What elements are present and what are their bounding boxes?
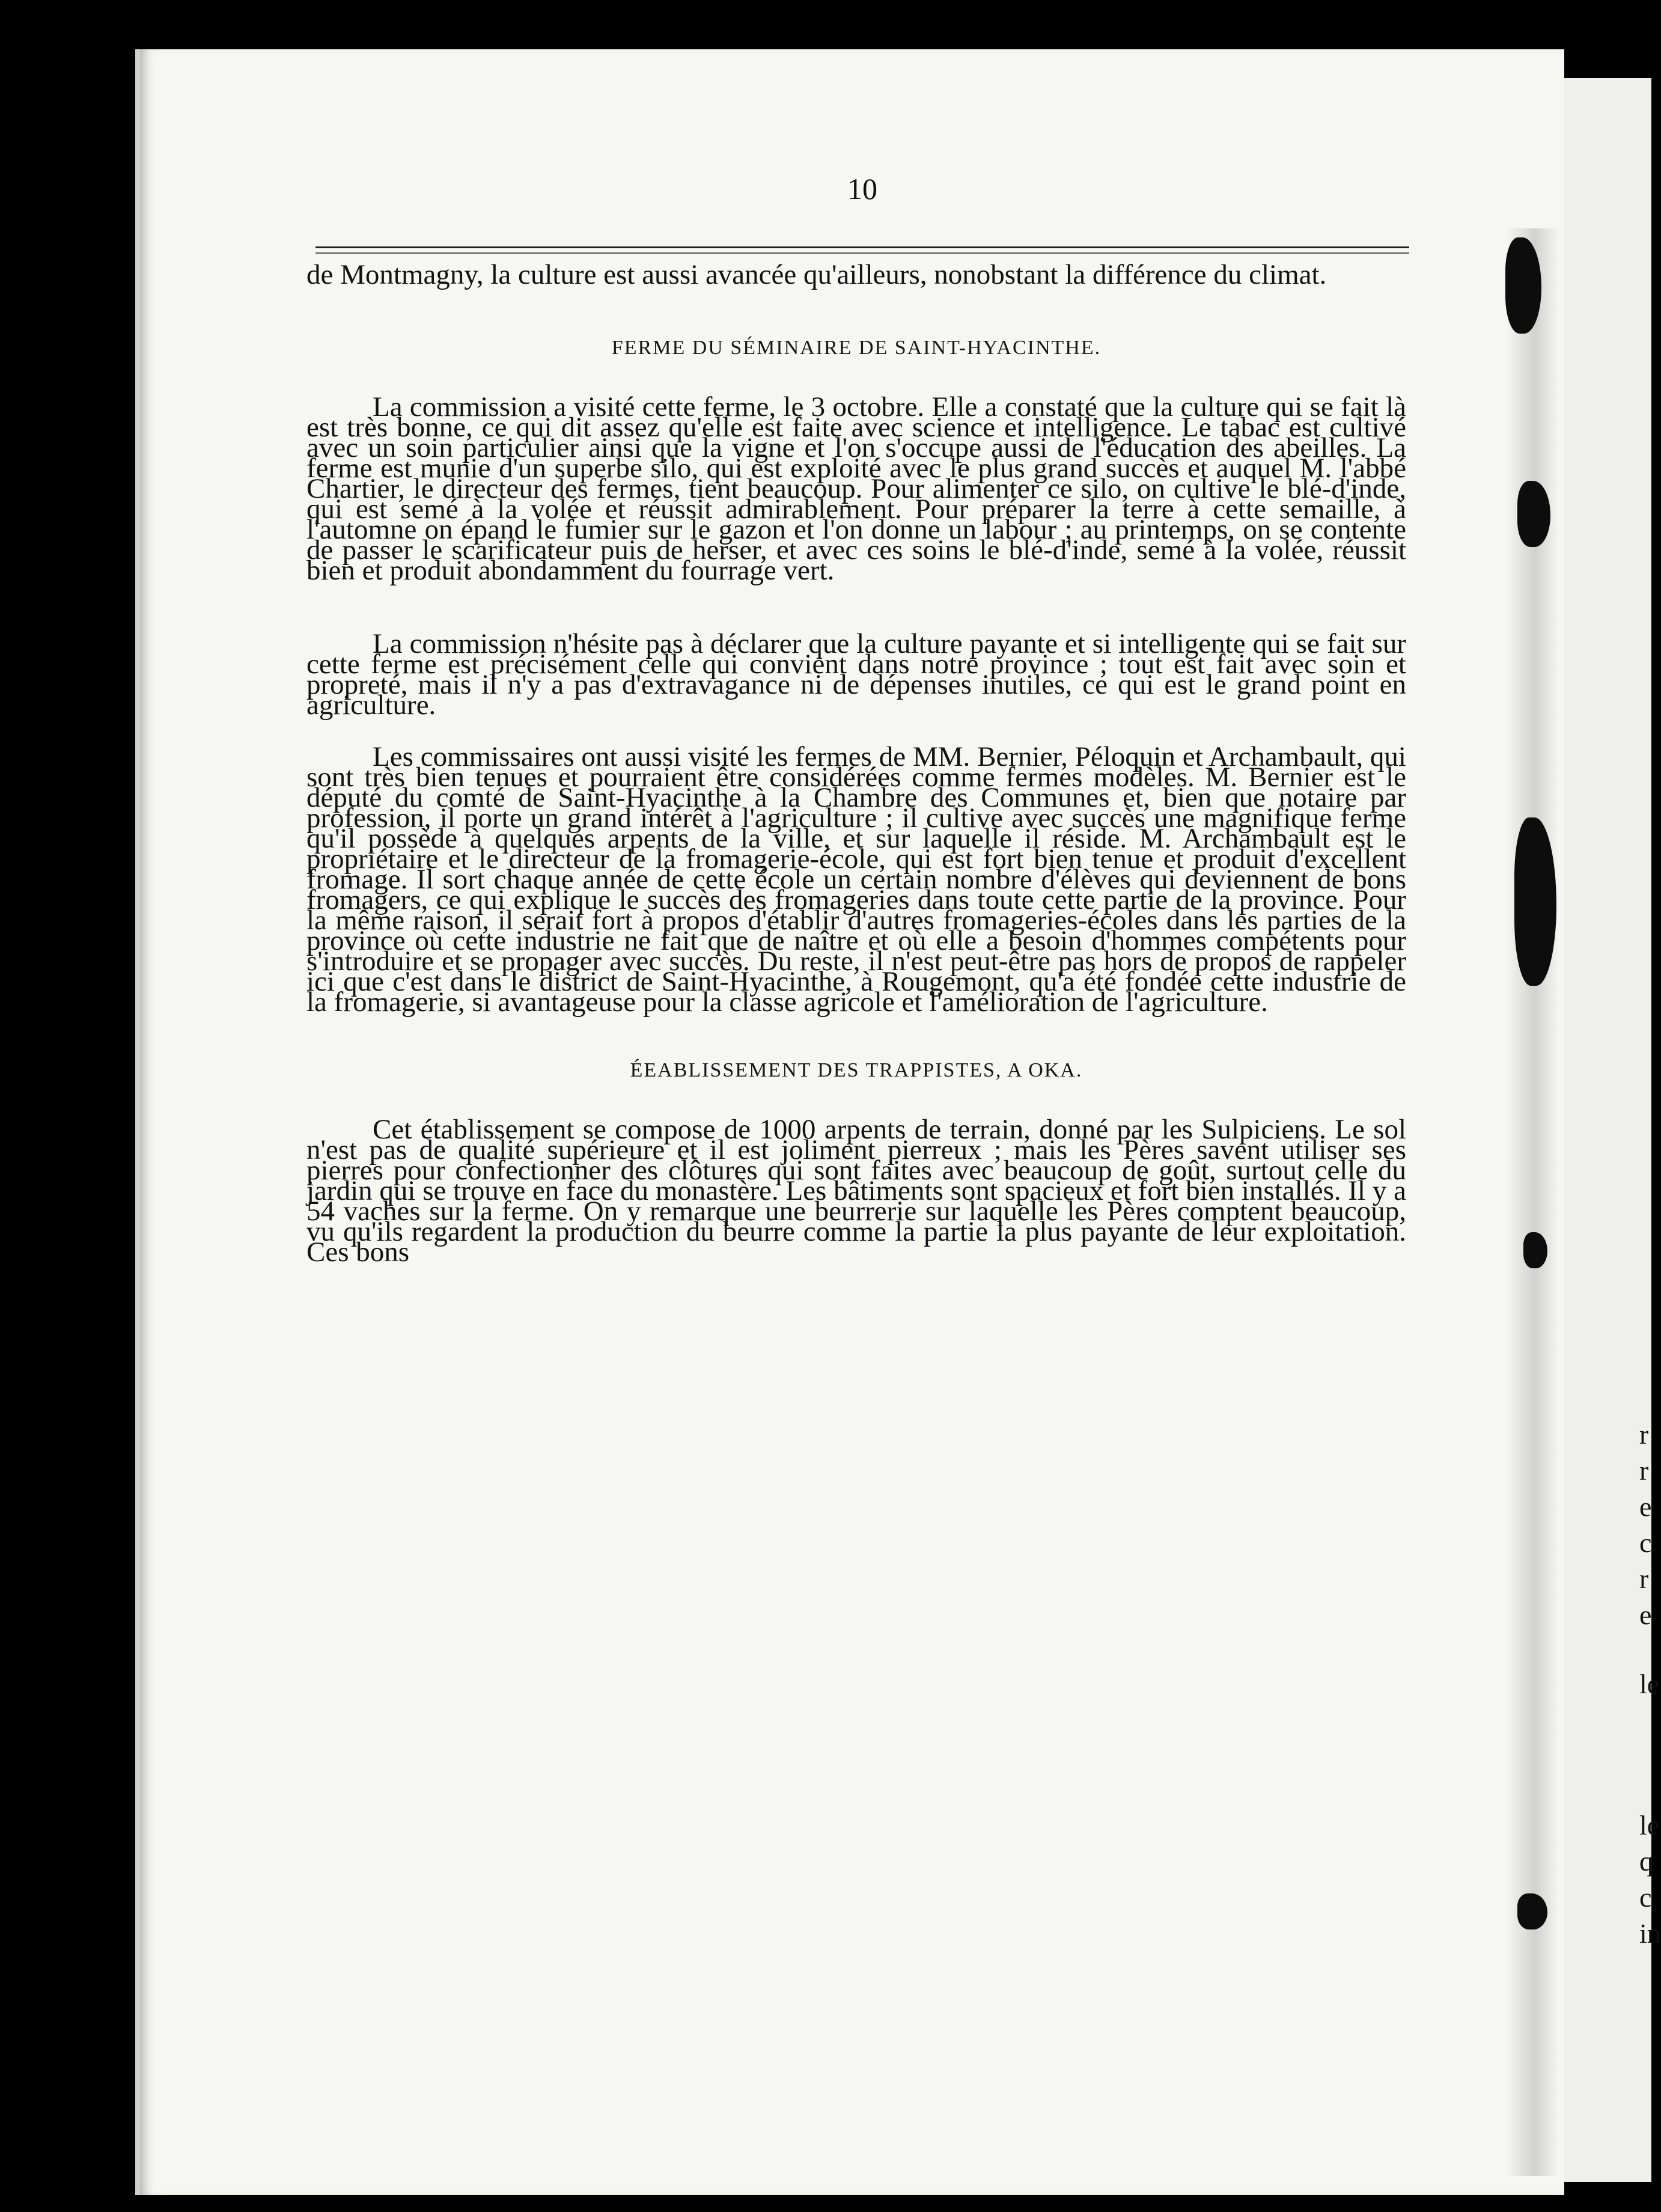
binding-stain: [1523, 1232, 1547, 1268]
header-rule-secondary: [315, 252, 1409, 254]
paragraph-intro: de Montmagny, la culture est aussi avancée qu'ailleurs, nonobstant la différence du climat.: [306, 259, 1327, 290]
facing-page-fragment: e: [1639, 1599, 1652, 1630]
paragraph-seminaire: La commission a visité cette ferme, le 3 octobre. Elle a constaté que la culture qui se fait là est très bonne, ce qui dit assez qu'elle est faite avec science et intelligence. Le tabac est cultivé avec un soin particulier ainsi que la vigne et l'on s'occupe aussi de l'éducation des abeilles. La ferme est munie d'un superbe silo, qui est exploité avec le plus grand succès et auquel M. l'abbé Chartier, le directeur des fermes, tient beaucoup. Pour alimenter ce silo, on cultive le blé-d'inde, qui est semé à la volée et réussit admirablement. Pour préparer la terre à cette semaille, à l'automne on épand le fumier sur le gazon et l'on donne un labour ; au printemps, on se contente de passer le scarificateur puis de herser, et avec ces soins le blé-d'inde, semé à la volée, réussit bien et produit abondamment du fourrage vert.: [306, 391, 1406, 586]
binding-stain: [1517, 481, 1550, 547]
section-title-trappistes: ÉEABLISSEMENT DES TRAPPISTES, A OKA.: [630, 1059, 1083, 1081]
facing-page-fragment: c: [1639, 1882, 1652, 1913]
binding-stain: [1505, 237, 1541, 334]
body-text: [306, 259, 1406, 1294]
facing-page-fragment: in: [1639, 1918, 1661, 1949]
paragraph-trappistes: Cet établissement se compose de 1000 arpents de terrain, donné par les Sulpiciens. Le sol n'est pas de qualité supérieure et il est joliment pierreux ; mais les Pères savent utiliser ses pierres pour confectionner des clôtures qui sont faites avec beaucoup de goût, surtout celle du jardin qui se trouve en face du monastère. Les bâtiments sont spacieux et fort bien installés. Il y a 54 vaches sur la ferme. On y remarque une beurrerie sur laquelle les Pères comptent beaucoup, vu qu'ils regardent la production du beurre comme la partie la plus payante de leur exploitation. Ces bons: [306, 1114, 1406, 1268]
facing-page-fragment: le: [1639, 1669, 1660, 1699]
facing-page-fragment: r: [1639, 1563, 1649, 1594]
binding-stain: [1517, 1893, 1547, 1929]
header-rule: [315, 246, 1409, 248]
facing-page-fragment: le: [1639, 1810, 1660, 1841]
facing-page-fragment: r: [1639, 1455, 1649, 1486]
page-number: 10: [847, 172, 877, 206]
facing-page-edge: [1559, 78, 1651, 2182]
paragraph-culture-payante: La commission n'hésite pas à déclarer que la culture payante et si intelligente qui se fait sur cette ferme est précisément celle qui convient dans notre province ; tout est fait avec soin et propreté, mais il n'y a pas d'extravagance ni de dépenses inutiles, ce qui est le grand point en agriculture.: [306, 628, 1406, 721]
section-title-seminaire: FERME DU SÉMINAIRE DE SAINT-HYACINTHE.: [611, 337, 1102, 359]
facing-page-fragment: e: [1639, 1491, 1652, 1522]
facing-page-fragment: q: [1639, 1846, 1653, 1877]
facing-page-fragment: r: [1639, 1419, 1649, 1450]
facing-page-fragment: c: [1639, 1527, 1652, 1558]
paragraph-commissaires: Les commissaires ont aussi visité les fermes de MM. Bernier, Péloquin et Archambault, qui sont très bien tenues et pourraient être considérées comme fermes modèles. M. Bernier est le député du comté de Saint-Hyacinthe à la Chambre des Communes et, bien que notaire par profession, il porte un grand intérêt à l'agriculture ; il cultive avec succès une magnifique ferme qu'il possède à quelques arpents de la ville, et sur laquelle il réside. M. Archambault est le propriétaire et le directeur de la fromagerie-école, qui est fort bien tenue et produit d'excellent fromage. Il sort chaque année de cette école un certain nombre d'élèves qui deviennent de bons fromagers, ce qui explique le succès des fromageries dans toute cette partie de la province. Pour la même raison, il serait fort à propos d'établir d'autres fromageries-écoles dans les parties de la province où cette industrie ne fait que de naître et où elle a besoin d'hommes compétents pour s'introduire et se propager avec succès. Du reste, il n'est peut-être pas hors de propos de rappeler ici que c'est dans le district de Saint-Hyacinthe, à Rougemont, qu'a été fondée cette industrie de la fromagerie, si avantageuse pour la classe agricole et l'amélioration de l'agriculture.: [306, 741, 1406, 1018]
